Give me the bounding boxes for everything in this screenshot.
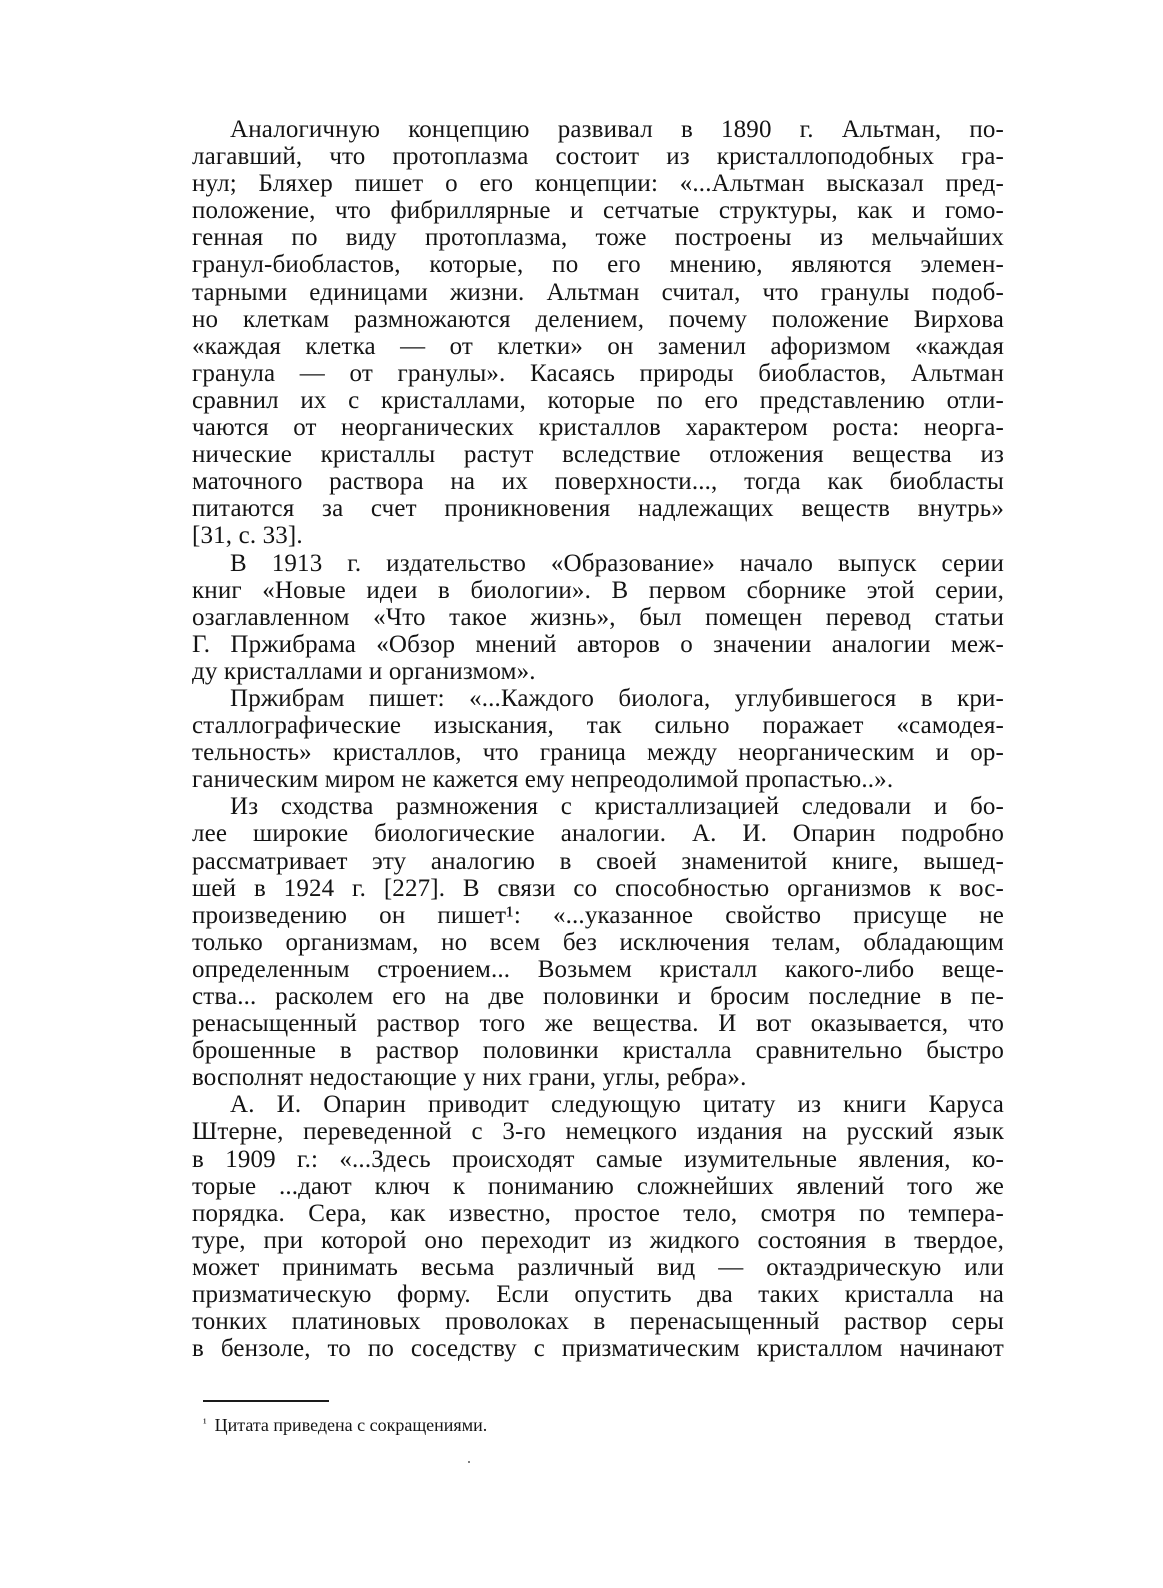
text-line: призматическую форму. Если опустить два таких кристалла на (192, 1281, 1004, 1309)
text-line: восполнят недостающие у них грани, углы, ребра». (192, 1064, 747, 1092)
text-line: гранул-биобластов, которые, по его мнению, являются элемен- (192, 251, 1004, 279)
body-text (192, 116, 1004, 1362)
text-line: сравнил их с кристаллами, которые по его представлению отли- (192, 386, 1004, 414)
text-line: положение, что фибриллярные и сетчатые структуры, как и гомо- (192, 197, 1004, 225)
text-line: рассматривает эту аналогию в своей знаменитой книге, вышед- (192, 847, 1004, 875)
text-line: нул; Бляхер пишет о его концепции: «...Альтман высказал пред- (192, 170, 1004, 198)
text-line: ганическим миром не кажется ему непреодолимой пропастью..». (192, 766, 894, 794)
text-line: брошенные в раствор половинки кристалла сравнительно быстро (192, 1037, 1004, 1065)
text-line: маточного раствора на их поверхности..., тогда как биобласты (192, 468, 1004, 496)
text-line: В 1913 г. издательство «Образование» начало выпуск серии (230, 549, 1004, 577)
footnote-separator (203, 1400, 329, 1402)
text-line: «каждая клетка — от клетки» он заменил афоризмом «каждая (192, 332, 1004, 360)
text-line: может принимать весьма различный вид — октаэдрическую или (192, 1253, 1004, 1281)
text-line: в бензоле, то по соседству с призматическим кристаллом начинают (192, 1335, 1004, 1363)
text-line: Г. Пржибрама «Обзор мнений авторов о значении аналогии меж- (192, 630, 1004, 658)
text-line: сталлографические изыскания, так сильно поражает «самодея- (192, 712, 1004, 740)
text-line: лее широкие биологические аналогии. А. И. Опарин подробно (192, 820, 1004, 848)
text-line: в 1909 г.: «...Здесь происходят самые изумительные явления, ко- (192, 1145, 1004, 1173)
footnote (203, 1414, 487, 1436)
text-line: ду кристаллами и организмом». (192, 657, 536, 685)
text-line: озаглавленном «Что такое жизнь», был помещен перевод статьи (192, 603, 1004, 631)
text-line: Пржибрам пишет: «...Каждого биолога, углубившегося в кри- (230, 684, 1004, 712)
text-line: генная по виду протоплазма, тоже построены из мельчайших (192, 224, 1004, 252)
footnote-text: Цитата приведена с сокращениями. (214, 1415, 488, 1435)
text-line: гранула — от гранулы». Касаясь природы биобластов, Альтман (192, 359, 1004, 387)
text-line: только организмам, но всем без исключения телам, обладающим (192, 928, 1004, 956)
scan-speck (468, 1461, 470, 1463)
text-line: торые ...дают ключ к пониманию сложнейших явлений того же (192, 1172, 1004, 1200)
text-line: ства... расколем его на две половинки и бросим последние в пе- (192, 983, 1004, 1010)
text-line: но клеткам размножаются делением, почему положение Вирхова (192, 305, 1004, 333)
text-line: ренасыщенный раствор того же вещества. И вот оказывается, что (192, 1010, 1004, 1038)
text-line: Аналогичную концепцию развивал в 1890 г. Альтман, по- (230, 116, 1004, 143)
text-line: тельность» кристаллов, что граница между неорганическим и ор- (192, 739, 1004, 767)
text-line: Штерне, переведенной с 3-го немецкого издания на русский язык (192, 1118, 1004, 1146)
footnote-mark: ¹ (203, 1416, 207, 1430)
text-line: А. И. Опарин приводит следующую цитату из книги Каруса (230, 1091, 1004, 1119)
text-line: книг «Новые идеи в биологии». В первом сборнике этой серии, (192, 576, 1004, 604)
text-line: порядка. Сера, как известно, простое тело, смотря по темпера- (192, 1199, 1004, 1227)
text-line: произведению он пишет¹: «...указанное свойство присуще не (192, 901, 1004, 929)
text-line: [31, с. 33]. (192, 522, 303, 550)
text-line: туре, при которой оно переходит из жидкого состояния в твердое, (192, 1226, 1004, 1254)
text-line: нические кристаллы растут вследствие отложения вещества из (192, 441, 1004, 469)
text-line: лагавший, что протоплазма состоит из кристаллоподобных гра- (192, 143, 1004, 171)
text-line: определенным строением... Возьмем кристалл какого-либо веще- (192, 955, 1004, 983)
text-line: Из сходства размножения с кристаллизацией следовали и бо- (230, 793, 1004, 821)
text-line: шей в 1924 г. [227]. В связи со способностью организмов к вос- (192, 874, 1004, 902)
text-line: тонких платиновых проволоках в перенасыщенный раствор серы (192, 1308, 1004, 1336)
text-line: чаются от неорганических кристаллов характером роста: неорга- (192, 414, 1004, 442)
text-line: тарными единицами жизни. Альтман считал, что гранулы подоб- (192, 278, 1004, 306)
text-line: питаются за счет проникновения надлежащих веществ внутрь» (192, 495, 1004, 523)
